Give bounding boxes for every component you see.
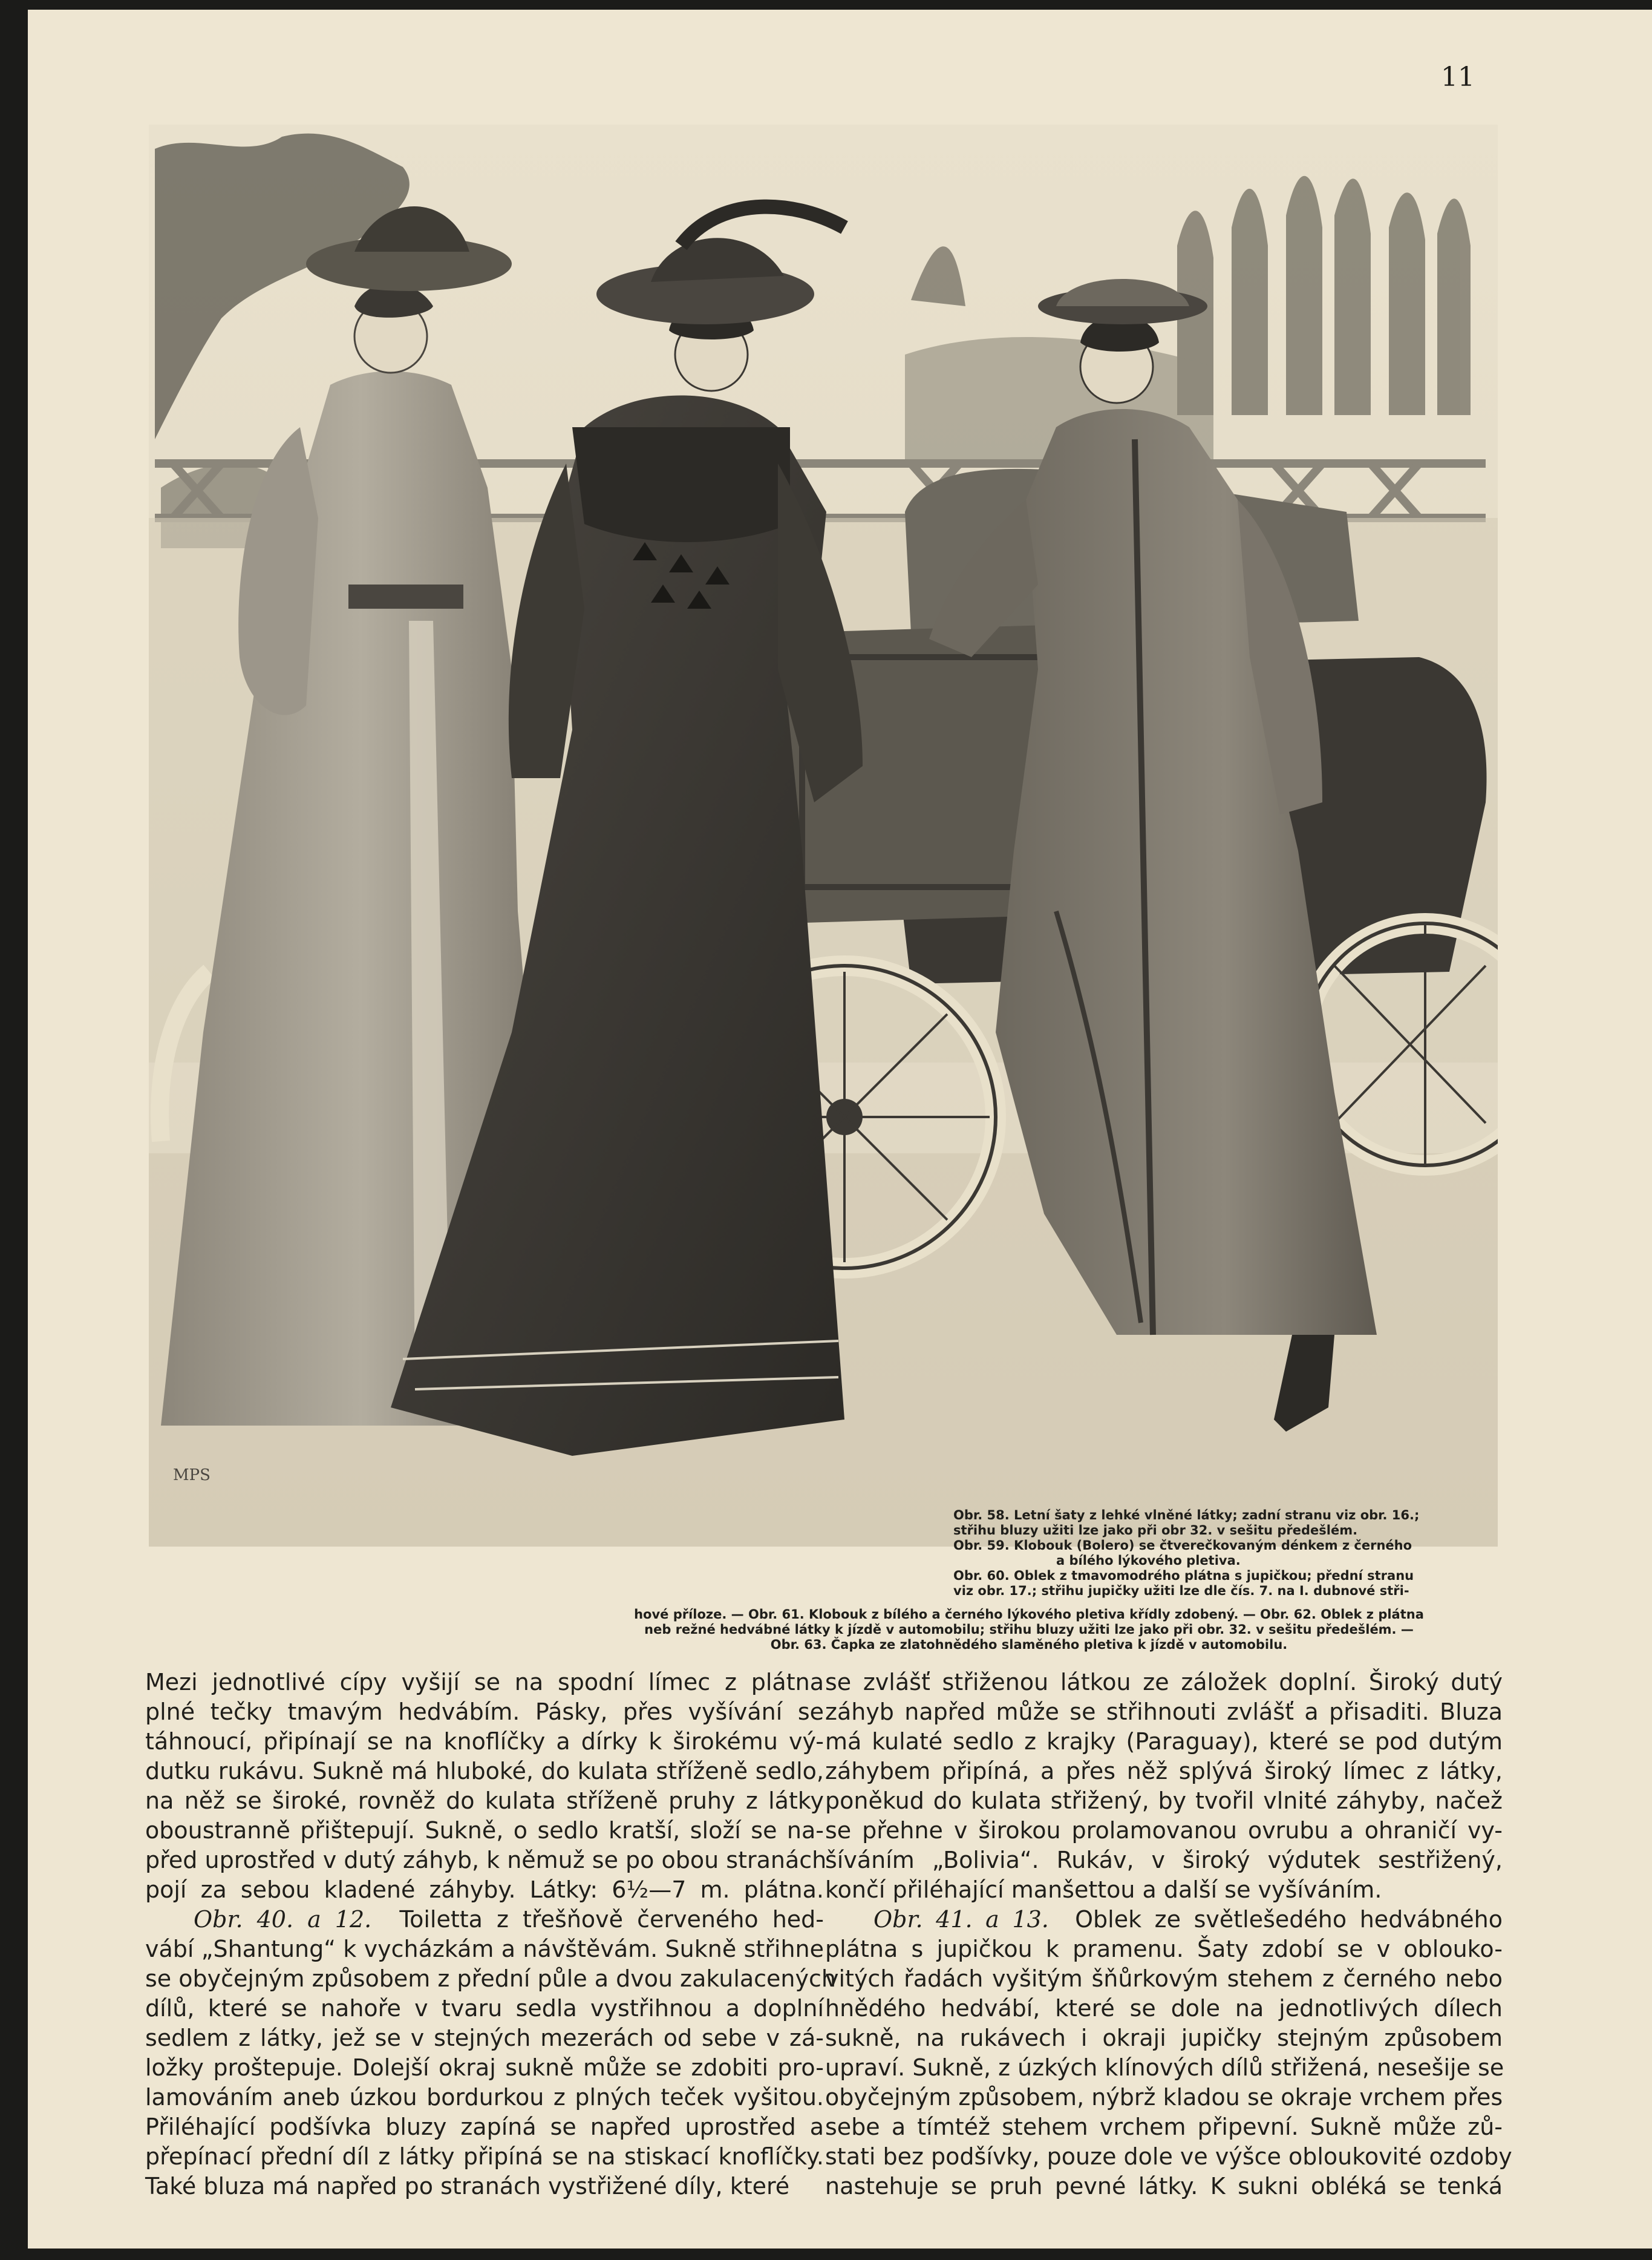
text-line: se obyčejným způsobem z přední půle a dvou zakulacených: [145, 1965, 836, 1992]
text-line-with-label: Obr. 41. a 13. Oblek ze světlešedého hedvábného: [873, 1906, 1503, 1933]
text-line: vitých řadách vyšitým šňůrkovým stehem z černého nebo: [825, 1965, 1503, 1992]
caption-line: Obr. 63. Čapka ze zlatohnědého slaměného pletiva k jízdě v automobilu.: [770, 1637, 1288, 1652]
caption-line: Obr. 59. Klobouk (Bolero) se čtverečkovaným dénkem z černého: [953, 1538, 1412, 1553]
text-line: sedlem z látky, jež se v stejných mezerách od sebe v zá-: [145, 2025, 824, 2051]
text-line: oboustranně přišteрují. Sukně, o sedlo kratší, složí se na-: [145, 1817, 824, 1844]
text-line: Mezi jednotlivé cípy vyšijí se na spodní límec z plátna: [145, 1669, 824, 1695]
text-line-with-label: Obr. 40. a 12. Toiletta z třešňově červeného hed-: [194, 1906, 824, 1933]
text-line: má kulaté sedlo z krajky (Paraguay), které se pod dutým: [825, 1728, 1503, 1755]
text-line: se přehne v širokou prolamovanou ovrubu a ohraničí vy-: [825, 1817, 1503, 1844]
magazine-page: [28, 10, 1652, 2249]
text-line: obyčejným způsobem, nýbrž kladou se okraje vrchem přes: [825, 2084, 1503, 2111]
text-line: šíváním „Bolivia“. Rukáv, v široký výdutek sestřižený,: [825, 1847, 1503, 1873]
caption-line: střihu bluzy užiti lze jako při obr 32. v sešitu předešlém.: [953, 1523, 1358, 1538]
figure-captions-wide: [560, 1607, 1498, 1652]
text-line: záhyb napřed může se střihnouti zvlášť a přisaditi. Bluza: [825, 1698, 1503, 1725]
text-line: nastehuje se pruh pevné látky. K sukni obléká se tenká: [825, 2173, 1503, 2199]
figure-captions: [953, 1508, 1498, 1599]
body-column-right: [825, 1668, 1512, 2201]
text-line: pojí za sebou kladené záhyby. Látky: 6½—7 m. plátna.: [145, 1876, 824, 1903]
page-number: 11: [1441, 62, 1475, 93]
text-line: ložky proštepuje. Dolejší okraj sukně může se zdobiti pro-: [145, 2054, 824, 2081]
text-line: hnědého hedvábí, které se dole na jednotlivých dílech: [825, 1995, 1503, 2022]
text-line: končí přiléhající manšettou a další se vyšíváním.: [825, 1876, 1382, 1903]
text-line: dutku rukávu. Sukně má hluboké, do kulata stříženě sedlo,: [145, 1758, 824, 1784]
text-line: vábí „Shantung“ k vycházkám a návštěvám. Sukně střihne: [145, 1936, 824, 1962]
text-line: Také bluza má napřed po stranách vystřižené díly, které: [145, 2173, 790, 2199]
text-line: sebe a tímtéž stehem vrchem připevní. Sukně může zů-: [825, 2114, 1503, 2140]
text-line: na něž se široké, rovněž do kulata stříženě pruhy z látky: [145, 1787, 824, 1814]
caption-line: viz obr. 17.; střihu jupičky užiti lze dle čís. 7. na I. dubnové stři-: [953, 1584, 1409, 1598]
text-line: plátna s jupičkou k pramenu. Šaty zdobí se v oblouko-: [825, 1936, 1503, 1962]
body-column-left: [145, 1668, 836, 2201]
caption-line: hové příloze. — Obr. 61. Klobouk z bílého a černého lýkového pletiva křídly zdobený. — Obr. 62. Oblek z plátna: [634, 1607, 1424, 1622]
caption-line: Obr. 58. Letní šaty z lehké vlněné látky; zadní stranu viz obr. 16.;: [953, 1508, 1420, 1522]
caption-line: neb režné hedvábné látky k jízdě v automobilu; střihu bluzy užiti lze jako při obr. 32. v sešitu předešlém. —: [644, 1622, 1414, 1637]
text-line: Přiléhající podšívka bluzy zapíná se napřed uprostřed a: [145, 2114, 824, 2140]
text-line: sukně, na rukávech i okraji jupičky stejným způsobem: [825, 2025, 1503, 2051]
text-line: záhybem připíná, a přes něž splývá široký límec z látky,: [825, 1758, 1503, 1784]
text-line: plné tečky tmavým hedvábím. Pásky, přes vyšívání se: [145, 1698, 824, 1725]
text-line: lamováním aneb úzkou bordurkou z plných teček vyšitou.: [145, 2084, 824, 2111]
text-line: dílů, které se nahoře v tvaru sedla vystřihnou a doplní: [145, 1995, 824, 2022]
caption-line: Obr. 60. Oblek z tmavomodrého plátna s jupičkou; přední stranu: [953, 1568, 1414, 1583]
caption-line: a bílého lýkového pletiva.: [1056, 1553, 1241, 1568]
figure-reference-label: Obr. 41. a 13.: [873, 1906, 1049, 1933]
text-line: přepínací přední díl z látky připíná se na stiskací knoflíčky.: [145, 2143, 824, 2170]
text-line: před uprostřed v dutý záhyb, k němuž se po obou stranách: [145, 1847, 827, 1873]
text-line: stati bez podšívky, pouze dole ve výšce obloukovité ozdoby: [825, 2143, 1512, 2170]
figure-reference-label: Obr. 40. a 12.: [194, 1906, 372, 1933]
text-line: táhnoucí, připínají se na knoflíčky a dírky k širokému vý-: [145, 1728, 824, 1755]
fashion-plate-illustration: [149, 125, 1498, 1547]
text-line: se zvlášť střiženou látkou ze záložek doplní. Široký dutý: [825, 1669, 1503, 1695]
artist-monogram: MPS: [173, 1466, 211, 1484]
text-line: poněkud do kulata střižený, by tvořil vlnité záhyby, načež: [825, 1787, 1503, 1814]
text-line: upraví. Sukně, z úzkých klínových dílů střižená, nesešije se: [825, 2054, 1504, 2081]
